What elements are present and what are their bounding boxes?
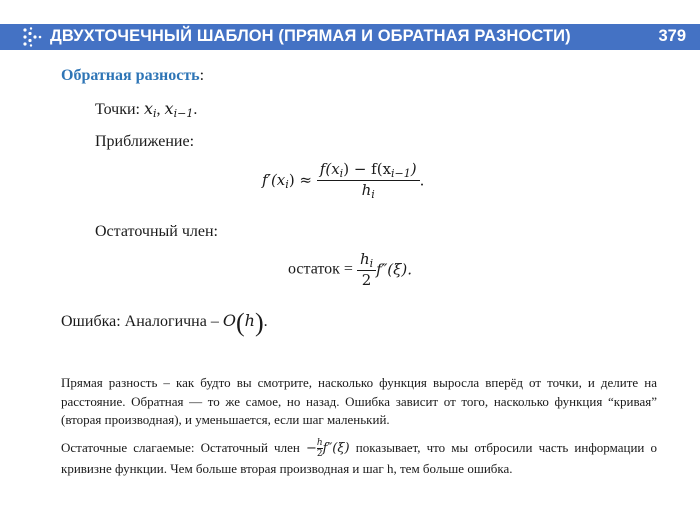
backward-difference-formula: $f'(x_i)$ ≈ $\frac{f(x_i) - f(x_{i-1})}{h_i}$ . bbox=[262, 160, 425, 201]
inline-remainder-formula: $-\frac{h}{2}f''(\xi)$ bbox=[305, 438, 350, 459]
slide-title: ДВУХТОЧЕЧНЫЙ ШАБЛОН (ПРЯМАЯ И ОБРАТНАЯ РАЗНОСТИ) bbox=[50, 27, 571, 45]
section-heading-text: Обратная разность bbox=[61, 67, 200, 84]
approx-label: Приближение: bbox=[95, 133, 195, 150]
remainder-fraction: $\frac{h_i}{2}$ bbox=[357, 250, 376, 289]
formula-fraction: $\frac{f(x_i) - f(x_{i-1})}{h_i}$ bbox=[317, 160, 420, 201]
section-heading: Обратная разность: bbox=[61, 67, 205, 84]
point-xi-1: $x_{i-1}$ bbox=[164, 99, 194, 120]
slide-header bbox=[0, 24, 700, 50]
error-line: Ошибка: Аналогична – O(h). bbox=[61, 308, 268, 337]
chevron-dots-icon bbox=[22, 27, 44, 47]
note-paragraph-1: Прямая разность – как будто вы смотрите, насколько функция выросла вперёд от точки, и делите на расстояние. Обратная — то же самое, но назад. Ошибка зависит от того, насколько функция “кривая” (вторая производная), и уменьшается, если шаг маленький. bbox=[61, 375, 657, 427]
page-number: 379 bbox=[658, 27, 686, 45]
remainder-label: Остаточный член: bbox=[95, 223, 218, 240]
note-paragraph-2: Остаточные слагаемые: Остаточный член $-\frac{h}{2}f''(\xi)$ показывает, что мы отбросили часть информации о кривизне функции. Чем больше вторая производная и шаг h, тем больше ошибка. bbox=[61, 438, 657, 476]
remainder-formula: остаток = $\frac{h_i}{2}$ f″(ξ). bbox=[288, 250, 413, 289]
points-line: Точки: $x_i$, $x_{i-1}$. bbox=[95, 99, 198, 120]
point-xi: $x_i$ bbox=[143, 99, 157, 120]
